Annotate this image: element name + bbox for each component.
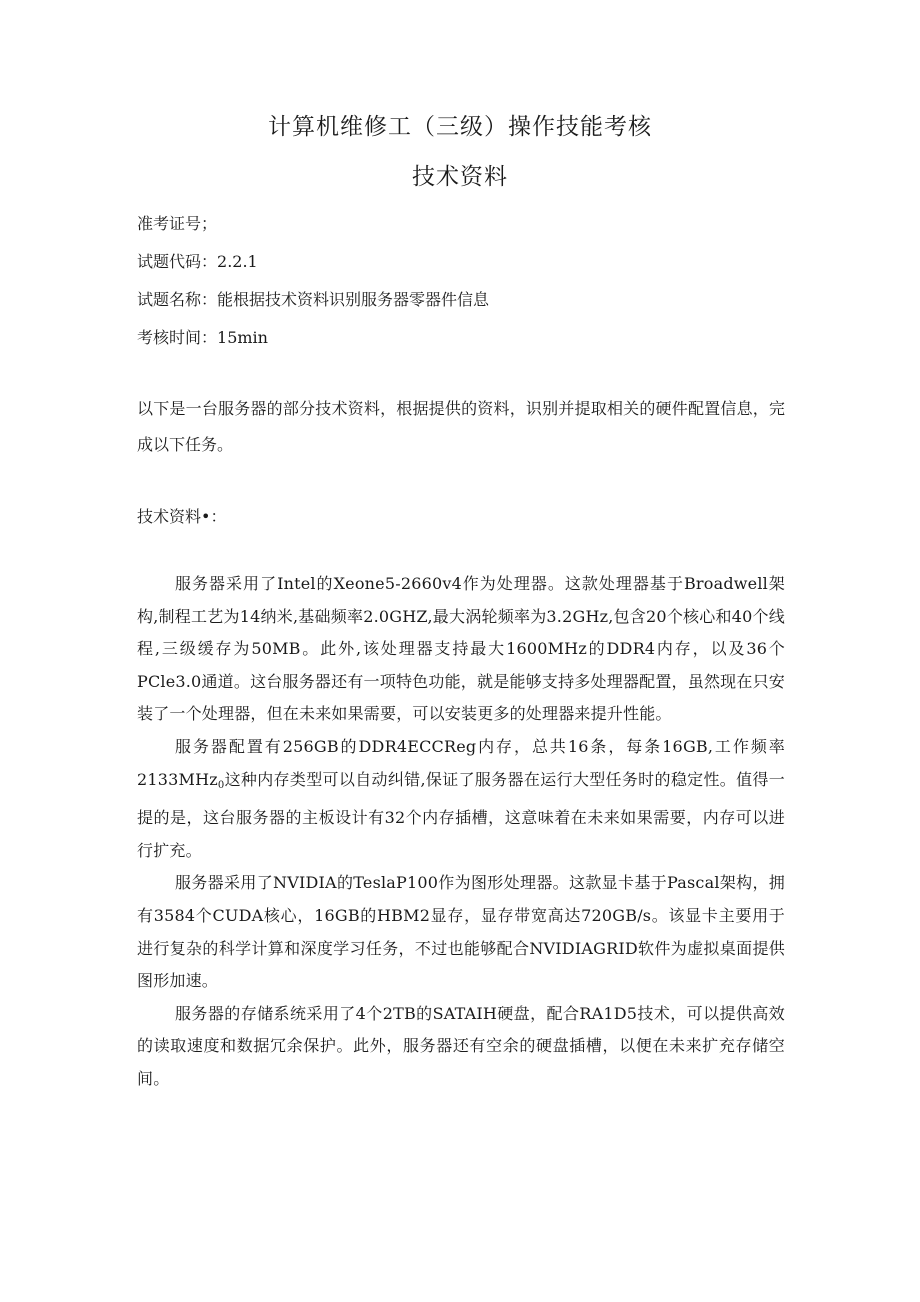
- question-code-label: 试题代码：: [137, 252, 218, 271]
- exam-info: [137, 210, 797, 362]
- exam-time-label: 考核时间：: [137, 328, 218, 347]
- question-name-line: [137, 286, 797, 324]
- technical-content: [137, 568, 785, 1096]
- document-subtitle: 技术资料: [412, 164, 508, 190]
- ticket-number-label: 准考证号；: [137, 214, 218, 233]
- memory-paragraph: [137, 731, 785, 867]
- question-name-value: 能根据技术资料识别服务器零器件信息: [217, 290, 490, 309]
- question-code-line: [137, 248, 797, 286]
- question-code-value: 2.2.1: [217, 252, 258, 271]
- storage-paragraph: 服务器的存储系统采用了4个2TB的SATAIH硬盘，配合RA1D5技术，可以提供高效的读取速度和数据冗余保护。此外，服务器还有空余的硬盘插槽，以便在未来扩充存储空间。: [137, 1003, 785, 1088]
- cpu-paragraph: 服务器采用了Intel的Xeone5-2660v4作为处理器。这款处理器基于Broadwell架构,制程工艺为14纳米,基础频率2.0GHZ,最大涡轮频率为3.2GHz,包含20个核心和40个线程,三级缓存为50MB。此外,该处理器支持最大1600MHz的DDR4内存，以及36个PCle3.0通道。这台服务器还有一项特色功能，就是能够支持多处理器配置，虽然现在只安装了一个处理器，但在未来如果需要，可以安装更多的处理器来提升性能。: [137, 574, 785, 724]
- ticket-number-line: [137, 210, 797, 248]
- section-label: 技术资料•：: [137, 507, 227, 526]
- intro-paragraph: 以下是一台服务器的部分技术资料，根据提供的资料，识别并提取相关的硬件配置信息，完成以下任务。: [137, 399, 785, 454]
- memory-text-part2: 这种内存类型可以自动纠错,保证了服务器在运行大型任务时的稳定性。值得一提的是，这台服务器的主板设计有32个内存插槽，这意味着在未来如果需要，内存可以进行扩充。: [137, 769, 785, 860]
- memory-subscript: 0: [217, 779, 225, 791]
- document-title: 计算机维修工（三级）操作技能考核: [268, 114, 652, 140]
- question-name-label: 试题名称：: [137, 290, 218, 309]
- exam-time-value: 15min: [217, 328, 268, 347]
- exam-time-line: [137, 324, 797, 362]
- memory-text-part1: 服务器配置有256GB的DDR4ECCReg内存，总共16条，每条16GB,工作频率2133MHz: [137, 736, 785, 789]
- gpu-paragraph: 服务器采用了NVIDIA的TeslaP100作为图形处理器。这款显卡基于Pascal架构，拥有3584个CUDA核心，16GB的HBM2显存，显存带宽高达720GB/s。该显卡主要用于进行复杂的科学计算和深度学习任务，不过也能够配合NVIDIAGRID软件为虚拟桌面提供图形加速。: [137, 873, 785, 991]
